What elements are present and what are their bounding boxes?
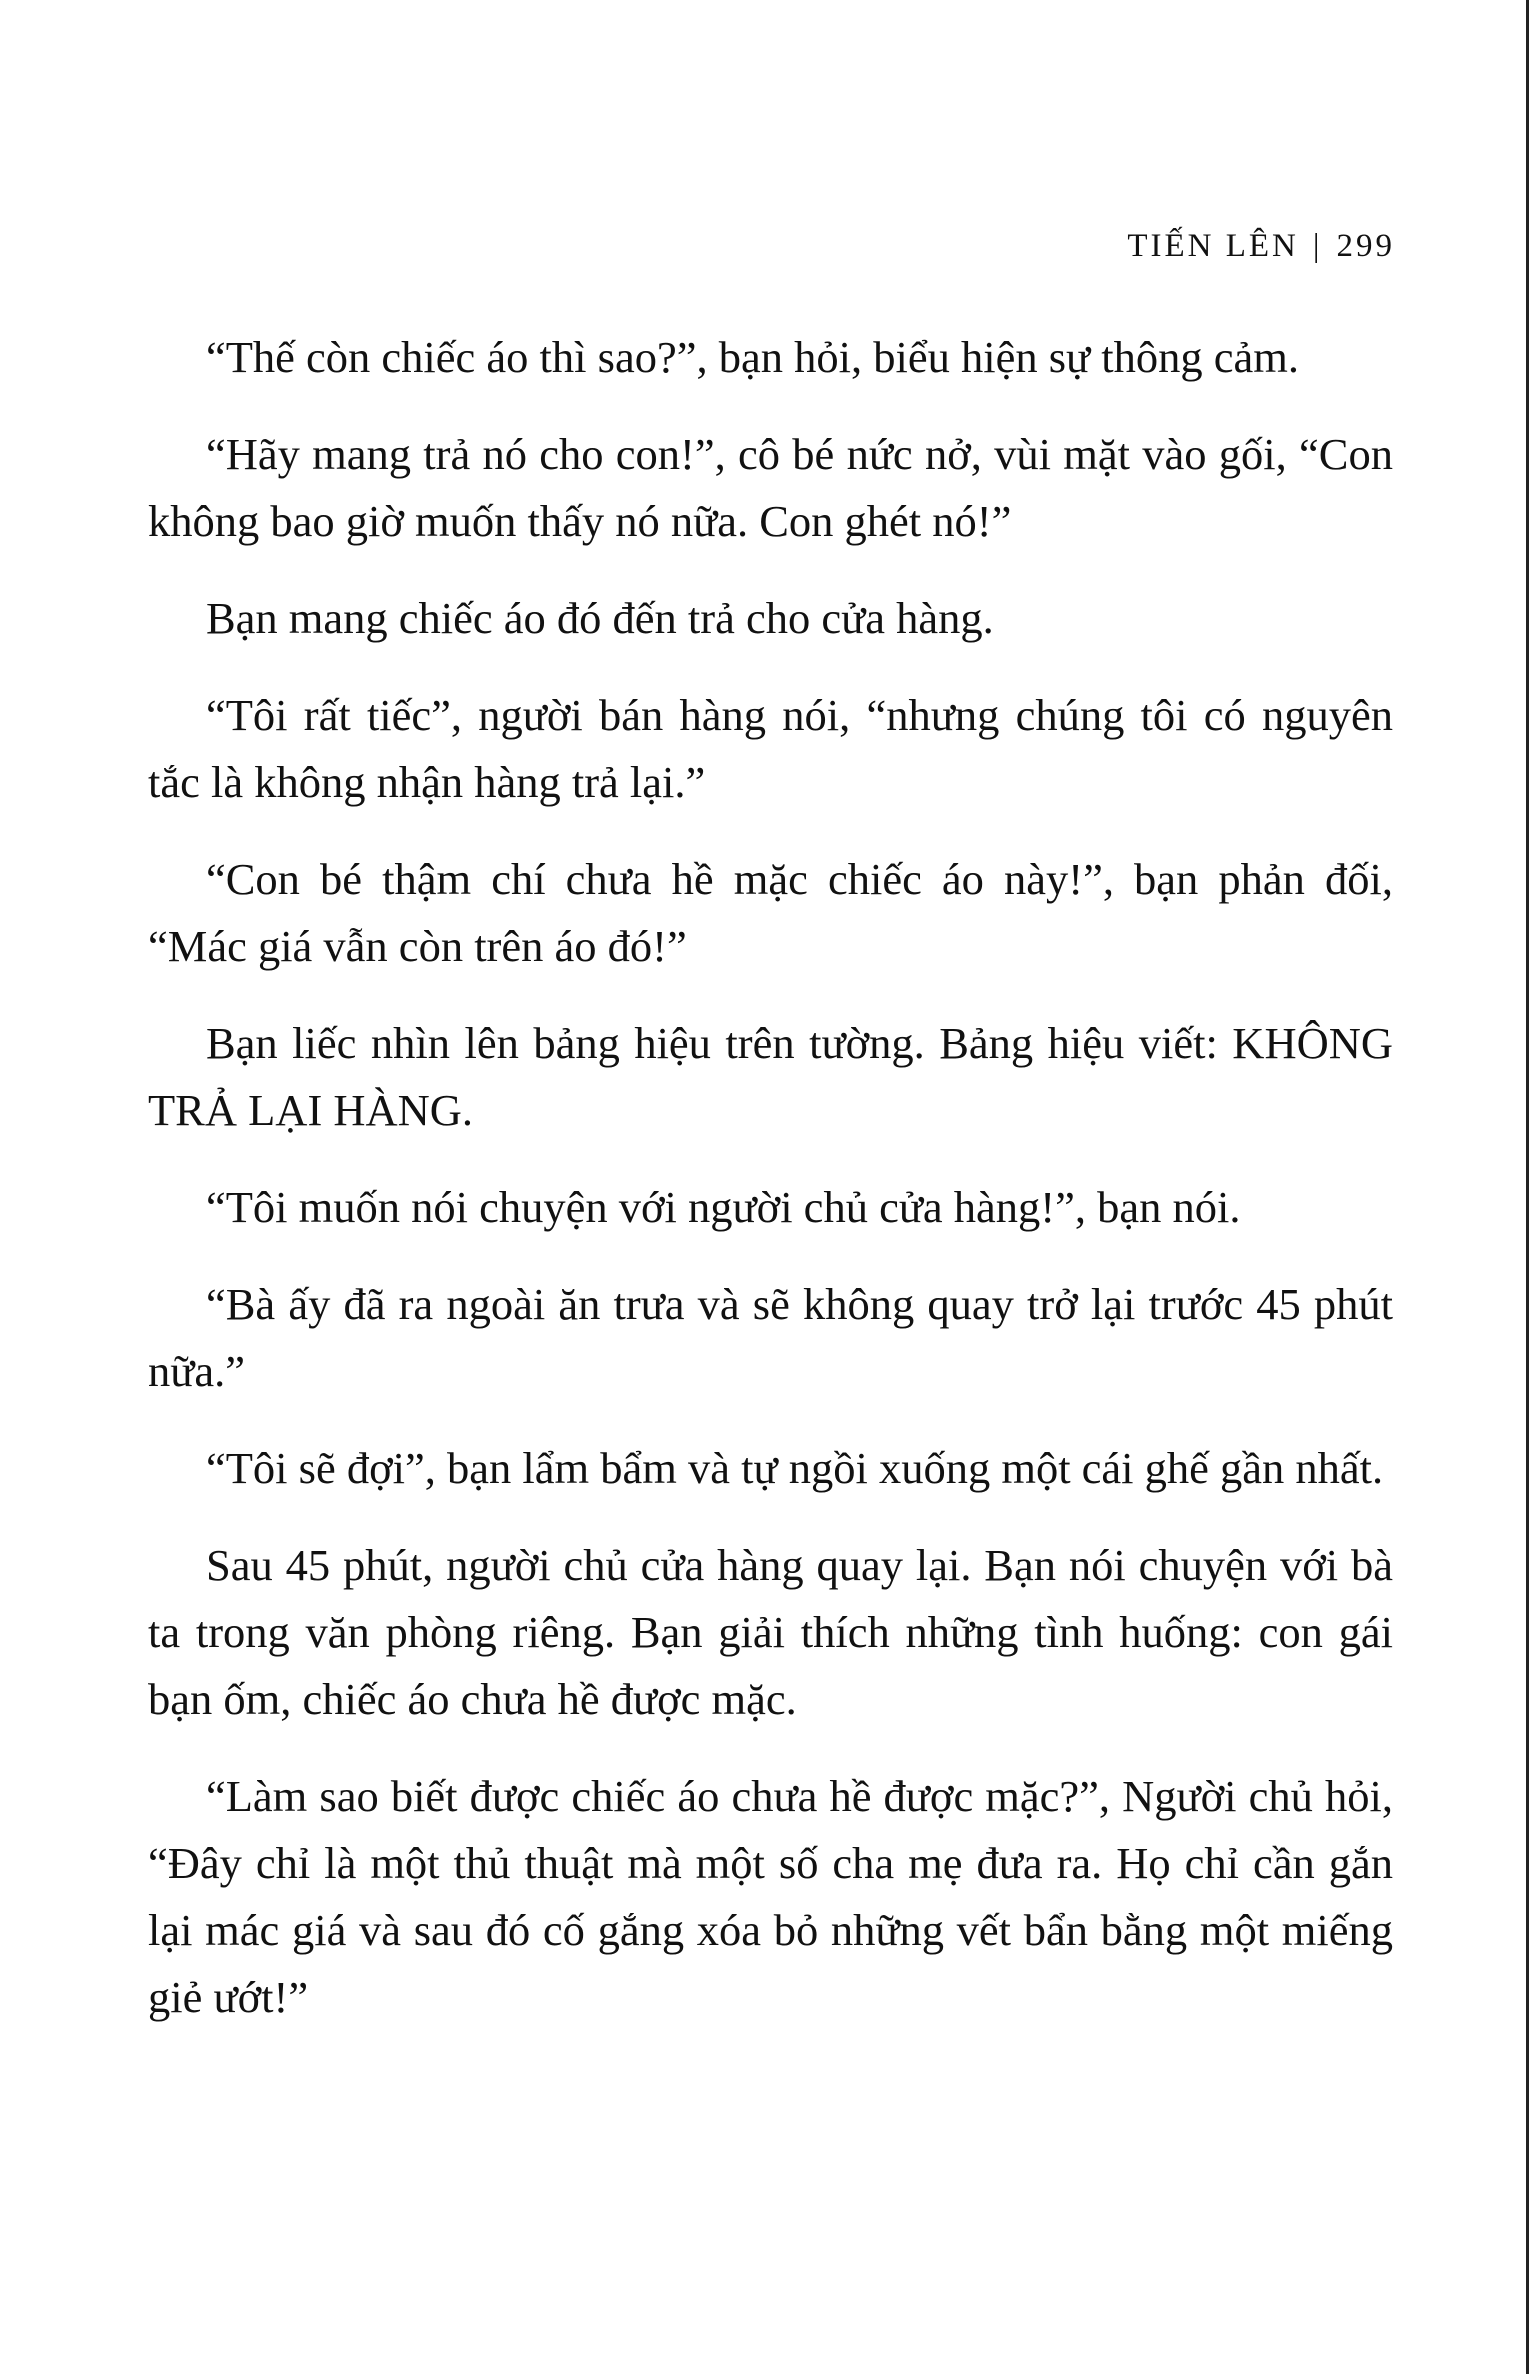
paragraph: “Bà ấy đã ra ngoài ăn trưa và sẽ không quay trở lại trước 45 phút nữa.” xyxy=(148,1279,1393,1396)
paragraph: “Thế còn chiếc áo thì sao?”, bạn hỏi, biểu hiện sự thông cảm. xyxy=(206,332,1299,382)
paragraph: “Làm sao biết được chiếc áo chưa hề được mặc?”, Người chủ hỏi, “Đây chỉ là một thủ thuật mà một số cha mẹ đưa ra. Họ chỉ cần gắn lại mác giá và sau đó cố gắng xóa bỏ những vết bẩn bằng một miếng giẻ ướt!” xyxy=(148,1771,1393,2022)
running-header xyxy=(1127,228,1395,265)
page-number: 299 xyxy=(1336,228,1395,264)
paragraph: Sau 45 phút, người chủ cửa hàng quay lại. Bạn nói chuyện với bà ta trong văn phòng riêng. Bạn giải thích những tình huống: con gái bạn ốm, chiếc áo chưa hề được mặc. xyxy=(148,1540,1393,1724)
paragraph: “Tôi rất tiếc”, người bán hàng nói, “nhưng chúng tôi có nguyên tắc là không nhận hàng trả lại.” xyxy=(148,690,1393,807)
running-title: TIẾN LÊN xyxy=(1127,228,1299,264)
paragraph: Bạn liếc nhìn lên bảng hiệu trên tường. Bảng hiệu viết: KHÔNG TRẢ LẠI HÀNG. xyxy=(148,1018,1393,1135)
paragraph: “Con bé thậm chí chưa hề mặc chiếc áo này!”, bạn phản đối, “Mác giá vẫn còn trên áo đó!” xyxy=(148,854,1393,971)
paragraph: “Hãy mang trả nó cho con!”, cô bé nức nở, vùi mặt vào gối, “Con không bao giờ muốn thấy nó nữa. Con ghét nó!” xyxy=(148,429,1393,546)
paragraph: Bạn mang chiếc áo đó đến trả cho cửa hàng. xyxy=(206,593,994,643)
header-separator: | xyxy=(1312,228,1323,264)
paragraph: “Tôi sẽ đợi”, bạn lẩm bẩm và tự ngồi xuống một cái ghế gần nhất. xyxy=(206,1443,1384,1493)
page-edge-line xyxy=(1526,0,1529,2374)
paragraph: “Tôi muốn nói chuyện với người chủ cửa hàng!”, bạn nói. xyxy=(206,1182,1241,1232)
body-text xyxy=(148,324,1393,2061)
